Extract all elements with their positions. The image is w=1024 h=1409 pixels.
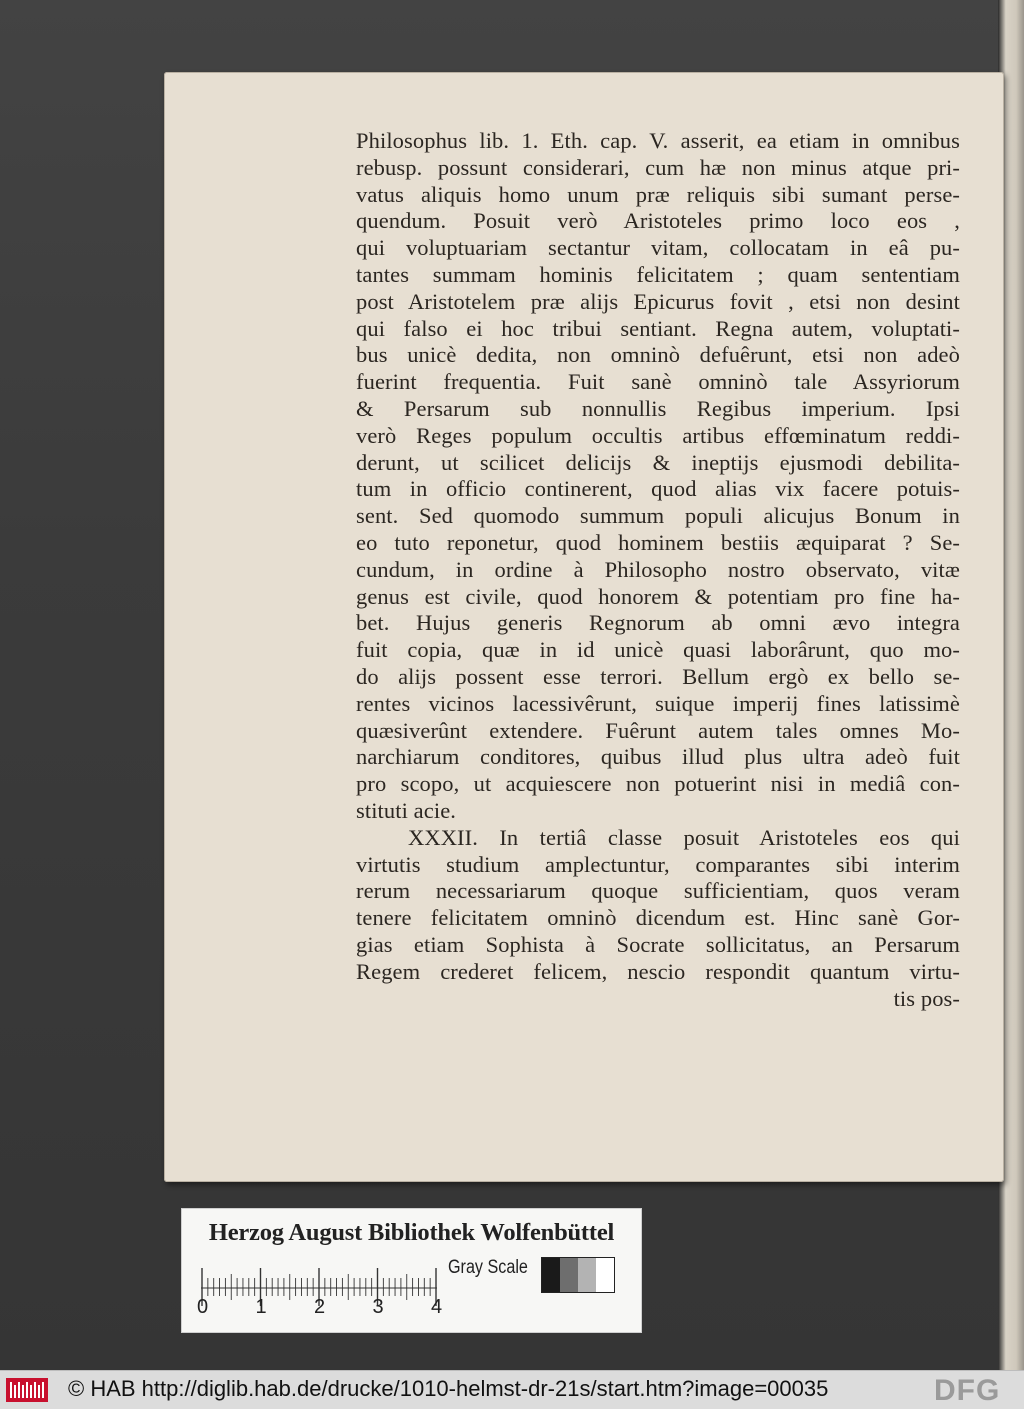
library-name: Herzog August Bibliothek Wolfenbüttel <box>208 1219 615 1246</box>
gray-scale-label: Gray Scale <box>448 1257 528 1278</box>
text-line: cundum, in ordine à Philosopho nostro observato, vitæ <box>356 556 960 582</box>
text-line: tis pos- <box>893 985 960 1011</box>
source-url-link[interactable]: © HAB http://diglib.hab.de/drucke/1010-helmst-dr-21s/start.htm?image=00035 <box>68 1376 829 1401</box>
footer-bar <box>0 1370 1024 1409</box>
text-line: & Persarum sub nonnullis Regibus imperium. Ipsi <box>356 395 960 421</box>
gray-swatch-cell <box>596 1258 614 1292</box>
text-line: qui falso ei hoc tribui sentiant. Regna autem, voluptati- <box>356 315 960 341</box>
text-line: fuit copia, quæ in id unicè quasi laborârunt, quo mo- <box>356 637 960 663</box>
text-line: quæsiverûnt extendere. Fuêrunt autem tales omnes Mo- <box>356 717 960 743</box>
text-line: sent. Sed quomodo summum populi alicujus Bonum in <box>356 503 960 529</box>
text-line: tenere felicitatem omninò dicendum est. Hinc sanè Gor- <box>356 905 960 931</box>
text-line: qui voluptuariam sectantur vitam, collocatam in eâ pu- <box>356 235 960 261</box>
page-text-block <box>356 128 960 1012</box>
text-line: stituti acie. <box>356 797 457 823</box>
text-line: bet. Hujus generis Regnorum ab omni ævo integra <box>356 610 960 636</box>
text-line: XXXII. In tertiâ classe posuit Aristoteles eos qui <box>408 824 960 850</box>
text-line: eo tuto reponetur, quod hominem bestiis æquiparat ? Se- <box>356 529 960 555</box>
text-line: narchiarum conditores, quibus illud plus ultra adeò fuit <box>356 744 960 770</box>
ruler-number: 2 <box>314 1296 326 1318</box>
text-line: verò Reges populum occultis artibus effœminatum reddi- <box>356 422 960 448</box>
text-line: genus est civile, quod honorem & potentiam pro fine ha- <box>356 583 960 609</box>
ruler-number: 4 <box>431 1296 443 1318</box>
text-line: rentes vicinos lacessivêrunt, suique imperij fines latissimè <box>356 690 960 716</box>
text-line: virtutis studium amplectuntur, comparantes sibi interim <box>356 851 960 877</box>
text-line: pro scopo, ut acquiescere non potuerint nisi in mediâ con- <box>356 771 960 797</box>
dfg-logo: DFG <box>934 1374 1001 1407</box>
gray-swatch-cell <box>560 1258 578 1292</box>
text-line: Regem crederet felicem, nescio respondit quantum virtu- <box>356 958 960 984</box>
text-line: gias etiam Sophista à Socrate sollicitatus, an Persarum <box>356 931 960 957</box>
text-line: quendum. Posuit verò Aristoteles primo loco eos , <box>356 208 960 234</box>
text-line: post Aristotelem præ alijs Epicurus fovit , etsi non desint <box>356 288 960 314</box>
gray-swatch-cell <box>578 1258 596 1292</box>
ruler-number: 1 <box>255 1296 267 1318</box>
text-line: vatus aliquis homo unum præ reliquis sibi sumant perse- <box>356 181 960 207</box>
gray-swatch-cell <box>542 1258 560 1292</box>
ruler-number: 3 <box>372 1296 384 1318</box>
gray-scale-swatch <box>541 1257 615 1293</box>
text-line: Philosophus lib. 1. Eth. cap. V. asserit, ea etiam in omnibus <box>356 128 960 153</box>
text-line: bus unicè dedita, non omninò defuêrunt, etsi non adeò <box>356 342 960 368</box>
text-line: tum in officio continerent, quod alias vix facere potuis- <box>356 476 960 502</box>
text-line: do alijs possent esse terrori. Bellum ergò ex bello se- <box>356 663 960 689</box>
text-line: rebusp. possunt considerari, cum hæ non minus atque pri- <box>356 154 960 180</box>
ruler-number: 0 <box>197 1296 209 1318</box>
hab-logo-icon <box>6 1378 48 1402</box>
text-line: tantes summam hominis felicitatem ; quam sententiam <box>356 261 960 287</box>
text-line: derunt, ut scilicet delicijs & ineptijs ejusmodi debilita- <box>356 449 960 475</box>
text-line: fuerint frequentia. Fuit sanè omninò tale Assyriorum <box>356 369 960 395</box>
text-line: rerum necessariarum quoque sufficientiam, quos veram <box>356 878 960 904</box>
